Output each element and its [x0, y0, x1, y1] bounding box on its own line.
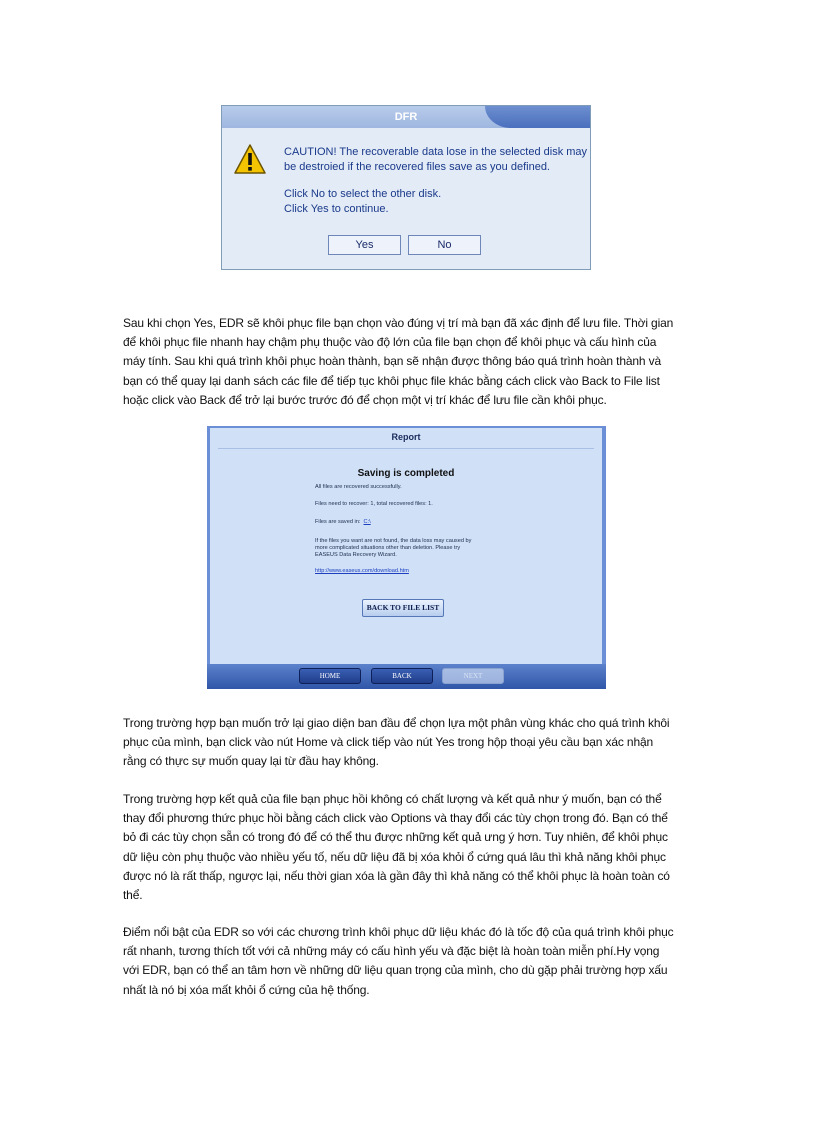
count-text: Files need to recover: 1, total recovered files: 1. — [315, 501, 433, 507]
nav-bar — [207, 664, 606, 689]
back-button[interactable]: BACK — [371, 668, 433, 684]
report-heading: Saving is completed — [357, 468, 455, 479]
paragraph-3 — [123, 790, 696, 905]
text-line: để khôi phục file nhanh hay chậm phụ thuộc vào độ lớn của file bạn chọn để khôi phục và cấu hình của — [123, 335, 657, 350]
message-line: Click Yes to continue. — [284, 202, 389, 215]
text-line: hoặc click vào Back để trở lại bước trước đó để chọn một vị trí khác để lưu file cần khôi phục. — [123, 392, 607, 407]
text-line: máy tính. Sau khi quá trình khôi phục hoàn thành, bạn sẽ nhận được thông báo quá trình hoàn thành và — [123, 354, 661, 369]
text-line: Sau khi chọn Yes, EDR sẽ khôi phục file bạn chọn vào đúng vị trí mà bạn đã xác định để lưu file. Thời gian — [123, 316, 674, 330]
paragraph-2 — [123, 714, 696, 772]
text-line: rằng có thực sự muốn quay lại từ đầu hay không. — [123, 754, 379, 769]
paragraph-4 — [123, 923, 696, 1000]
no-button[interactable]: No — [408, 235, 481, 255]
text-line: Điểm nổi bật của EDR so với các chương trình khôi phục dữ liệu khác đó là tốc độ của quá trình khôi phục — [123, 925, 674, 939]
dfr-dialog — [221, 105, 591, 270]
back-to-file-list-button[interactable]: BACK TO FILE LIST — [362, 599, 444, 617]
text-line: Trong trường hợp bạn muốn trở lại giao diện ban đầu để chọn lựa một phân vùng khác cho quá trình khôi — [123, 716, 670, 730]
message-line: CAUTION! The recoverable data lose in the selected disk may — [284, 146, 588, 158]
message-line: be destroied if the recovered files save as you defined. — [284, 160, 550, 173]
saved-label: Files are saved in: — [315, 519, 361, 525]
text-line: với EDR, bạn có thể an tâm hơn về những dữ liệu quan trọng của mình, cho dù gặp phải trường hợp xấu — [123, 963, 668, 978]
text-line: rất nhanh, tương thích tốt với cả những máy có cấu hình yếu và đặc biệt là hoàn toàn miễn phí.Hy vọng — [123, 944, 660, 959]
text-line: bạn có thể quay lại danh sách các file để tiếp tục khôi phục file khác bằng cách click vào Back to File list — [123, 373, 660, 388]
note-line: EASEUS Data Recovery Wizard. — [315, 552, 397, 558]
text-line: nhất là nó bị xóa mất khỏi ổ cứng của hệ thống. — [123, 982, 370, 997]
note-line: If the files you want are not found, the data loss may caused by — [315, 538, 472, 544]
warning-icon — [234, 144, 266, 174]
report-panel — [210, 428, 602, 664]
report-window — [207, 426, 606, 689]
home-button[interactable]: HOME — [299, 668, 361, 684]
yes-button[interactable]: Yes — [328, 235, 401, 255]
download-link[interactable]: http://www.easeus.com/download.htm — [315, 568, 409, 574]
message-line: Click No to select the other disk. — [284, 188, 442, 200]
next-button[interactable]: NEXT — [442, 668, 504, 684]
text-line: thể. — [123, 888, 143, 903]
saved-path-link[interactable]: C:\ — [363, 519, 371, 525]
titlebar-corner — [485, 106, 590, 128]
dialog-title: DFR — [394, 111, 418, 123]
status-text: All files are recovered successfully. — [315, 484, 402, 490]
text-line: dữ liệu còn phụ thuộc vào nhiều yếu tố, nếu dữ liệu đã bị xóa khỏi ổ cứng quá lâu thì khả năng khôi phục — [123, 849, 666, 864]
report-title: Report — [391, 432, 421, 442]
dialog-titlebar — [222, 106, 590, 128]
note-text — [315, 538, 471, 559]
divider — [218, 448, 594, 449]
note-line: more complicated situations other than deletion. Please try — [315, 545, 461, 551]
text-line: phục của mình, bạn click vào nút Home và click tiếp vào nút Yes trong hộp thoại yêu cầu bạn xác nhận — [123, 735, 654, 750]
saved-location — [315, 519, 371, 526]
text-line: thay đổi phương thức phục hồi bằng cách click vào Options và thay đổi các tùy chọn trong đó. Bạn có thể — [123, 811, 668, 826]
paragraph-1 — [123, 314, 696, 410]
dialog-message — [284, 145, 587, 216]
text-line: được nó là rất thấp, ngược lại, nếu thời gian xóa là gần đây thì khả năng có thể khôi phục là hoàn toàn có — [123, 868, 670, 883]
text-line: bỏ đi các tùy chọn sẵn có trong đó để có thể thu được những kết quả ưng ý hơn. Tuy nhiên, để khôi phục — [123, 830, 668, 845]
text-line: Trong trường hợp kết quả của file bạn phục hồi không có chất lượng và kết quả như ý muốn, bạn có thể — [123, 792, 662, 806]
